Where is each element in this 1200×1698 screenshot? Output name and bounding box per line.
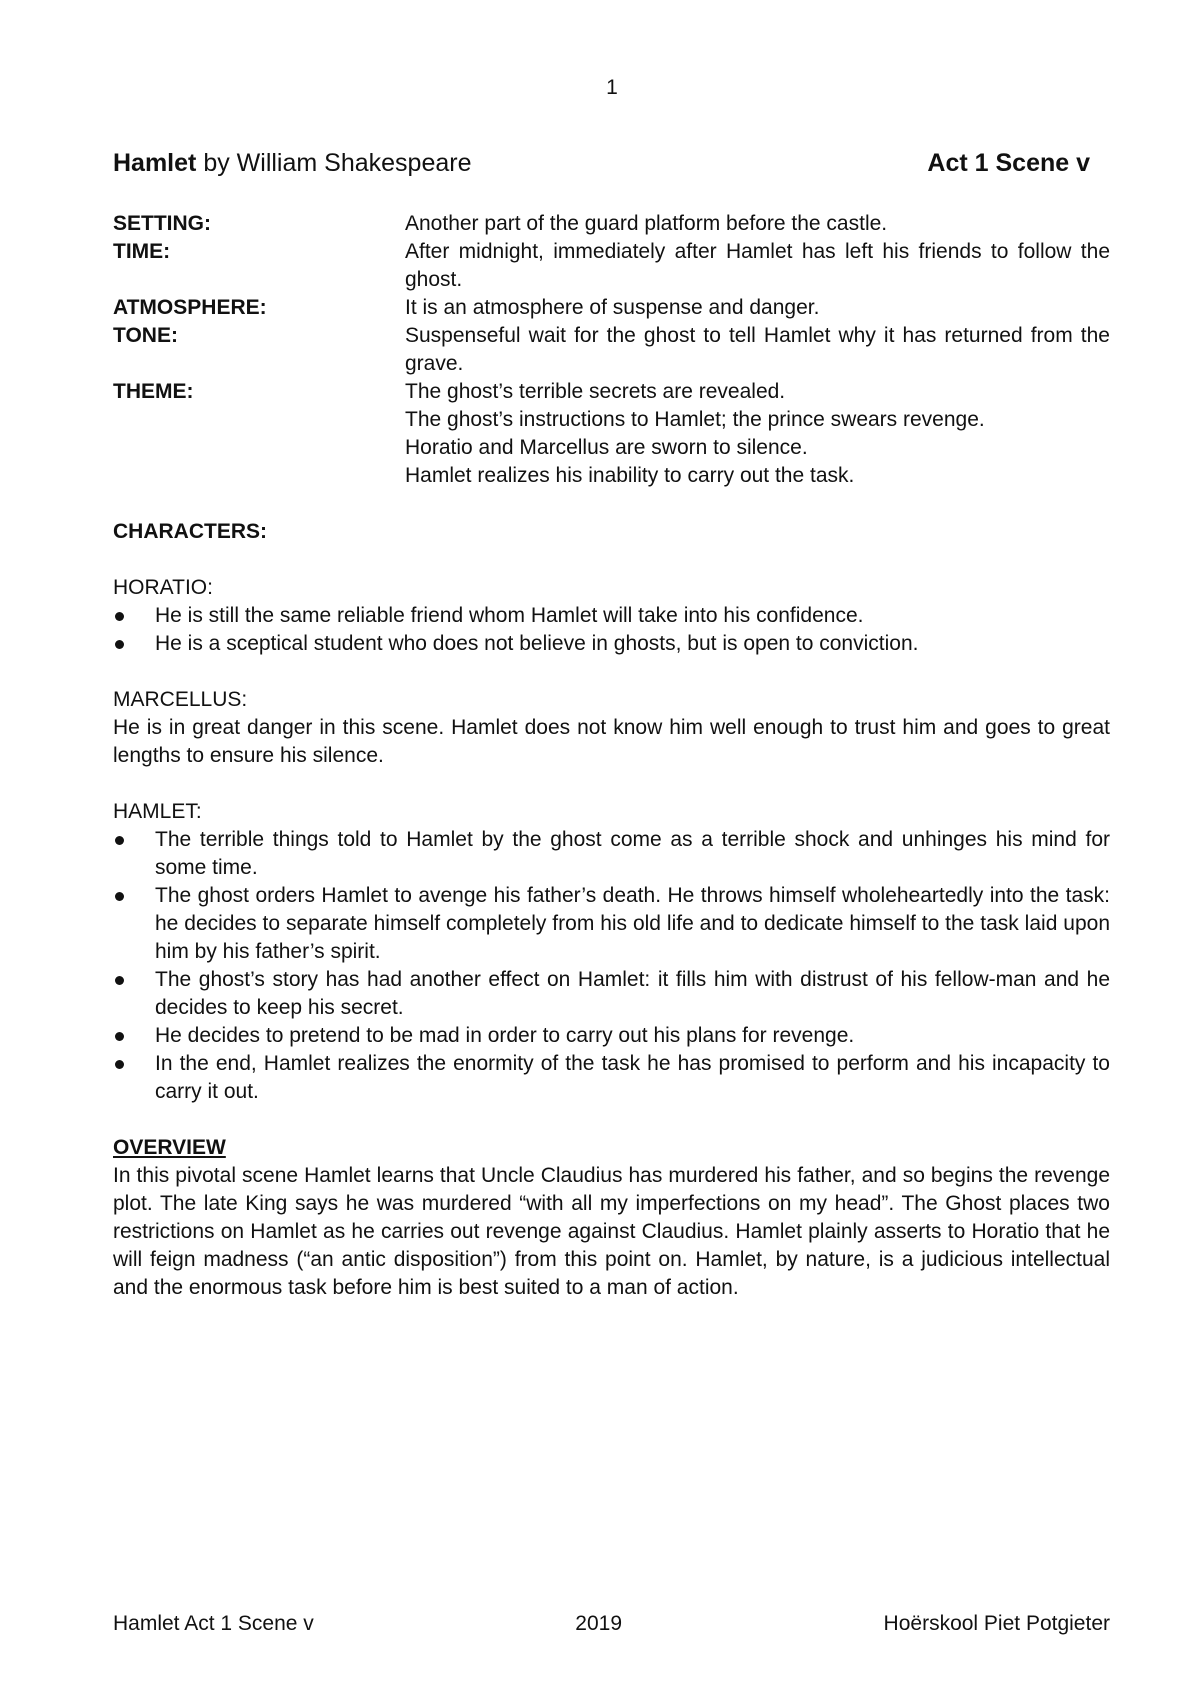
theme-line: The ghost’s terrible secrets are revealed. [405,380,786,403]
list-item-text: He is a sceptical student who does not believe in ghosts, but is open to conviction. [155,632,919,655]
list-item-text: He is still the same reliable friend whom Hamlet will take into his confidence. [155,604,864,627]
scene-info-table [113,210,1110,490]
list-item-text: The ghost orders Hamlet to avenge his father’s death. He throws himself wholeheartedly into the task: he decides to separate himself completely from his old life and to dedicate himself to the task laid upon him by his father’s spirit. [155,884,1110,963]
horatio-heading: HORATIO: [113,576,213,599]
info-row-theme [113,378,1110,490]
info-label: TIME: [113,240,171,263]
info-value: After midnight, immediately after Hamlet has left his friends to follow the ghost. [405,240,1110,291]
list-item [113,630,1110,658]
list-item [113,966,1110,1022]
list-item [113,1022,1110,1050]
list-item-text: The terrible things told to Hamlet by the ghost come as a terrible shock and unhinges his mind for some time. [155,828,1110,879]
bullet-icon [115,892,124,901]
info-label: ATMOSPHERE: [113,296,267,319]
list-item-text: In the end, Hamlet realizes the enormity of the task he has promised to perform and his incapacity to carry it out. [155,1052,1110,1103]
document-title [113,146,472,180]
title-row [113,146,1110,180]
bullet-icon [115,976,124,985]
overview-text: In this pivotal scene Hamlet learns that Uncle Claudius has murdered his father, and so begins the revenge plot. The late King says he was murdered “with all my imperfections on my head”. The Ghost places two restrictions on Hamlet as he carries out revenge against Claudius. Hamlet plainly asserts to Horatio that he will feign madness (“an antic disposition”) from this point on. Hamlet, by nature, is a judicious intellectual and the enormous task before him is best suited to a man of action. [113,1164,1110,1299]
bullet-icon [115,1032,124,1041]
list-item [113,826,1110,882]
info-label: TONE: [113,324,178,347]
bullet-icon [115,612,124,621]
page-number: 1 [606,76,618,99]
list-item-text: He decides to pretend to be mad in order to carry out his plans for revenge. [155,1024,855,1047]
info-row-time [113,238,1110,294]
overview-section [113,1134,1110,1302]
horatio-section [113,574,1110,658]
page-footer [113,1610,1110,1638]
info-value: Suspenseful wait for the ghost to tell Hamlet why it has returned from the grave. [405,324,1110,375]
list-item [113,1050,1110,1106]
bullet-icon [115,836,124,845]
bullet-icon [115,1060,124,1069]
theme-lines [405,378,1110,490]
horatio-list [113,602,1110,658]
byline: by William Shakespeare [196,149,472,177]
theme-line: Horatio and Marcellus are sworn to silence. [405,436,808,459]
play-title: Hamlet [113,149,197,177]
hamlet-list [113,826,1110,1106]
overview-heading: OVERVIEW [113,1136,226,1159]
list-item-text: The ghost’s story has had another effect on Hamlet: it fills him with distrust of his fellow-man and he decides to keep his secret. [155,968,1110,1019]
footer-center: 2019 [575,1612,623,1635]
hamlet-section [113,798,1110,1106]
hamlet-heading: HAMLET: [113,800,202,823]
list-item [113,602,1110,630]
characters-heading: CHARACTERS: [113,520,267,543]
info-row-setting [113,210,1110,238]
marcellus-heading: MARCELLUS: [113,688,248,711]
footer-left: Hamlet Act 1 Scene v [113,1612,314,1635]
footer-right: Hoërskool Piet Potgieter [883,1612,1110,1635]
info-label: THEME: [113,380,194,403]
info-row-tone [113,322,1110,378]
info-value: It is an atmosphere of suspense and danger. [405,296,820,319]
marcellus-text: He is in great danger in this scene. Hamlet does not know him well enough to trust him and goes to great lengths to ensure his silence. [113,716,1110,767]
marcellus-section [113,686,1110,770]
info-value: Another part of the guard platform before the castle. [405,212,888,235]
info-label: SETTING: [113,212,211,235]
theme-line: Hamlet realizes his inability to carry out the task. [405,464,855,487]
bullet-icon [115,640,124,649]
scene-label: Act 1 Scene v [927,149,1090,177]
document-body [113,146,1110,1302]
list-item [113,882,1110,966]
info-row-atmosphere [113,294,1110,322]
theme-line: The ghost’s instructions to Hamlet; the prince swears revenge. [405,408,985,431]
